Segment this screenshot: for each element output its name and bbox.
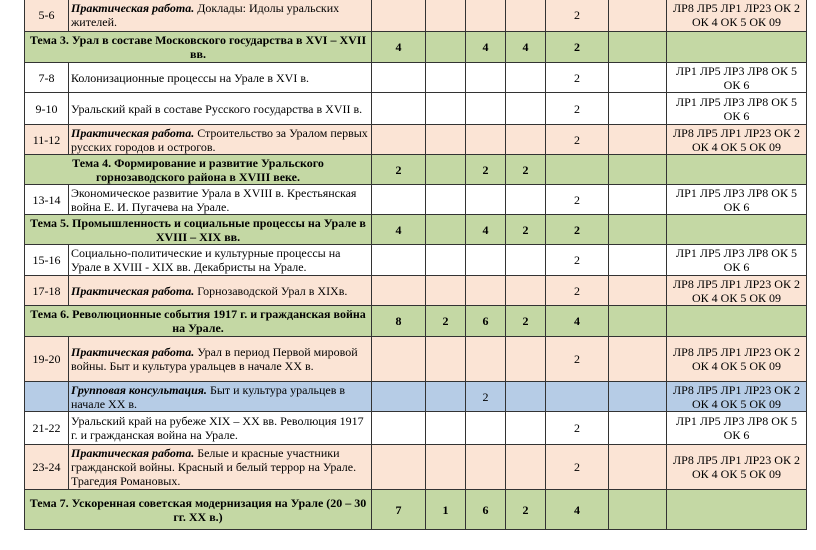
hours-lecture bbox=[466, 0, 506, 32]
lesson-topic bbox=[69, 245, 372, 276]
hours-self: 2 bbox=[546, 185, 609, 215]
competencies: ЛР1 ЛР5 ЛР3 ЛР8 ОК 5 ОК 6 bbox=[667, 245, 807, 276]
empty-cell bbox=[426, 337, 466, 382]
topic-text: Уральский край в составе Русского государства в XVII в. bbox=[71, 101, 363, 116]
topic-text: Уральский край на рубеже XIX – XX вв. Революция 1917 г. и гражданская война на Урале. bbox=[71, 414, 364, 442]
topic-text: Доклады: Идолы уральских жителей. bbox=[71, 1, 340, 29]
empty-cell bbox=[609, 185, 667, 215]
competencies: ЛР8 ЛР5 ЛР1 ЛР23 ОК 2 ОК 4 ОК 5 ОК 09 bbox=[667, 382, 807, 412]
competencies: ЛР8 ЛР5 ЛР1 ЛР23 ОК 2 ОК 4 ОК 5 ОК 09 bbox=[667, 0, 807, 32]
lesson-topic bbox=[69, 337, 372, 382]
hours-lecture bbox=[466, 125, 506, 155]
hours-total bbox=[372, 337, 426, 382]
hours-self: 2 bbox=[546, 63, 609, 93]
competencies: ЛР8 ЛР5 ЛР1 ЛР23 ОК 2 ОК 4 ОК 5 ОК 09 bbox=[667, 337, 807, 382]
lesson-number: 11-12 bbox=[25, 125, 69, 155]
competencies: ЛР8 ЛР5 ЛР1 ЛР23 ОК 2 ОК 4 ОК 5 ОК 09 bbox=[667, 276, 807, 306]
empty-cell bbox=[609, 276, 667, 306]
table-row bbox=[25, 0, 807, 32]
table-body bbox=[25, 0, 807, 530]
topic-text: Горнозаводской Урал в XIXв. bbox=[194, 283, 348, 298]
theme-row bbox=[25, 490, 807, 530]
theme-title: Тема 5. Промышленность и социальные процессы на Урале в XVIII – XIX вв. bbox=[25, 215, 372, 245]
hours-total bbox=[372, 185, 426, 215]
empty-cell bbox=[609, 125, 667, 155]
work-type-label: Практическая работа. bbox=[71, 125, 195, 140]
hours-self: 2 bbox=[546, 125, 609, 155]
hours-total bbox=[372, 382, 426, 412]
hours-self: 2 bbox=[546, 276, 609, 306]
hours-extra bbox=[546, 155, 609, 185]
hours-extra: 4 bbox=[546, 306, 609, 337]
topic-text: Урал в период Первой мировой войны. Быт и культура уральцев в начале XX в. bbox=[71, 345, 358, 373]
hours-practice: 2 bbox=[466, 155, 506, 185]
empty-cell bbox=[609, 245, 667, 276]
work-type-label: Практическая работа. bbox=[71, 446, 195, 460]
competencies: ЛР8 ЛР5 ЛР1 ЛР23 ОК 2 ОК 4 ОК 5 ОК 09 bbox=[667, 445, 807, 490]
table-row bbox=[25, 445, 807, 490]
table-row bbox=[25, 382, 807, 412]
hours-self: 2 bbox=[506, 155, 546, 185]
lesson-topic bbox=[69, 63, 372, 93]
hours-self: 2 bbox=[546, 0, 609, 32]
hours-total: 2 bbox=[372, 155, 426, 185]
empty-cell bbox=[426, 125, 466, 155]
lesson-number: 23-24 bbox=[25, 445, 69, 490]
competencies bbox=[667, 490, 807, 530]
table-row bbox=[25, 337, 807, 382]
empty-cell bbox=[426, 445, 466, 490]
hours-practice bbox=[506, 63, 546, 93]
lesson-topic bbox=[69, 445, 372, 490]
lesson-number bbox=[25, 382, 69, 412]
table-row bbox=[25, 276, 807, 306]
competencies bbox=[667, 306, 807, 337]
hours-extra: 4 bbox=[546, 490, 609, 530]
theme-row bbox=[25, 215, 807, 245]
empty-cell bbox=[609, 32, 667, 63]
hours-practice: 4 bbox=[466, 32, 506, 63]
hours-lecture bbox=[466, 245, 506, 276]
hours-self: 4 bbox=[506, 32, 546, 63]
hours-total bbox=[372, 63, 426, 93]
hours-practice bbox=[506, 382, 546, 412]
hours-total bbox=[372, 276, 426, 306]
hours-lecture bbox=[466, 276, 506, 306]
hours-self bbox=[546, 382, 609, 412]
lesson-number: 9-10 bbox=[25, 93, 69, 125]
work-type-label: Практическая работа. bbox=[71, 283, 195, 298]
empty-cell bbox=[609, 215, 667, 245]
work-type-label: Практическая работа. bbox=[71, 345, 195, 359]
hours-total bbox=[372, 412, 426, 445]
empty-cell bbox=[426, 0, 466, 32]
hours-lecture bbox=[466, 445, 506, 490]
hours-total: 4 bbox=[372, 215, 426, 245]
empty-cell bbox=[609, 0, 667, 32]
empty-cell bbox=[426, 185, 466, 215]
table-row bbox=[25, 63, 807, 93]
table-row bbox=[25, 185, 807, 215]
hours-lecture bbox=[426, 32, 466, 63]
lesson-topic bbox=[69, 382, 372, 412]
lesson-topic bbox=[69, 276, 372, 306]
lesson-topic bbox=[69, 125, 372, 155]
competencies bbox=[667, 215, 807, 245]
table-row bbox=[25, 412, 807, 445]
hours-self: 2 bbox=[546, 445, 609, 490]
hours-lecture: 2 bbox=[466, 382, 506, 412]
lesson-number: 17-18 bbox=[25, 276, 69, 306]
hours-total bbox=[372, 93, 426, 125]
hours-self: 2 bbox=[506, 490, 546, 530]
hours-self: 2 bbox=[546, 412, 609, 445]
hours-practice bbox=[506, 337, 546, 382]
empty-cell bbox=[426, 93, 466, 125]
empty-cell bbox=[426, 245, 466, 276]
topic-text: Колонизационные процессы на Урале в XVI в. bbox=[71, 70, 310, 85]
competencies: ЛР8 ЛР5 ЛР1 ЛР23 ОК 2 ОК 4 ОК 5 ОК 09 bbox=[667, 125, 807, 155]
theme-row bbox=[25, 306, 807, 337]
empty-cell bbox=[426, 412, 466, 445]
lesson-topic bbox=[69, 93, 372, 125]
hours-total bbox=[372, 245, 426, 276]
topic-text: Быт и культура уральцев в начале XX в. bbox=[71, 382, 346, 411]
lesson-number: 21-22 bbox=[25, 412, 69, 445]
hours-total bbox=[372, 445, 426, 490]
hours-total bbox=[372, 0, 426, 32]
empty-cell bbox=[609, 306, 667, 337]
lesson-number: 7-8 bbox=[25, 63, 69, 93]
empty-cell bbox=[426, 63, 466, 93]
hours-practice bbox=[506, 185, 546, 215]
theme-row bbox=[25, 32, 807, 63]
hours-lecture bbox=[466, 63, 506, 93]
lesson-number: 19-20 bbox=[25, 337, 69, 382]
hours-self: 2 bbox=[546, 245, 609, 276]
hours-practice bbox=[506, 412, 546, 445]
hours-practice bbox=[506, 125, 546, 155]
topic-text: Социально-политические и культурные процессы на Урале в XVIII - XIX вв. Декабристы на Урале. bbox=[71, 246, 341, 274]
competencies: ЛР1 ЛР5 ЛР3 ЛР8 ОК 5 ОК 6 bbox=[667, 185, 807, 215]
table-row bbox=[25, 93, 807, 125]
hours-lecture: 2 bbox=[426, 306, 466, 337]
hours-extra: 2 bbox=[546, 215, 609, 245]
theme-row bbox=[25, 155, 807, 185]
hours-extra: 2 bbox=[546, 32, 609, 63]
hours-self: 2 bbox=[546, 337, 609, 382]
empty-cell bbox=[609, 412, 667, 445]
hours-lecture bbox=[426, 155, 466, 185]
empty-cell bbox=[609, 63, 667, 93]
work-type-label: Практическая работа. bbox=[71, 1, 195, 15]
hours-practice: 6 bbox=[466, 490, 506, 530]
hours-practice bbox=[506, 276, 546, 306]
competencies bbox=[667, 32, 807, 63]
lesson-number: 13-14 bbox=[25, 185, 69, 215]
hours-practice bbox=[506, 93, 546, 125]
empty-cell bbox=[609, 155, 667, 185]
empty-cell bbox=[609, 490, 667, 530]
work-type-label: Групповая консультация. bbox=[71, 382, 207, 397]
table-row bbox=[25, 245, 807, 276]
theme-title: Тема 3. Урал в составе Московского государства в XVI – XVII вв. bbox=[25, 32, 372, 63]
hours-practice: 6 bbox=[466, 306, 506, 337]
hours-total: 8 bbox=[372, 306, 426, 337]
empty-cell bbox=[609, 382, 667, 412]
hours-lecture: 1 bbox=[426, 490, 466, 530]
hours-practice bbox=[506, 445, 546, 490]
hours-practice: 4 bbox=[466, 215, 506, 245]
hours-practice bbox=[506, 0, 546, 32]
topic-text: Экономическое развитие Урала в XVIII в. Крестьянская война Е. И. Пугачева на Урале. bbox=[71, 185, 357, 214]
hours-lecture bbox=[466, 412, 506, 445]
topic-text: Белые и красные участники гражданской войны. Красный и белый террор на Урале. Трагедия Романовых. bbox=[71, 446, 357, 488]
hours-total bbox=[372, 125, 426, 155]
hours-self: 2 bbox=[546, 93, 609, 125]
competencies: ЛР1 ЛР5 ЛР3 ЛР8 ОК 5 ОК 6 bbox=[667, 412, 807, 445]
empty-cell bbox=[426, 276, 466, 306]
theme-title: Тема 4. Формирование и развитие Уральского горнозаводского района в XVIII веке. bbox=[25, 155, 372, 185]
empty-cell bbox=[426, 382, 466, 412]
table-row bbox=[25, 125, 807, 155]
hours-total: 7 bbox=[372, 490, 426, 530]
lesson-topic bbox=[69, 0, 372, 32]
curriculum-table bbox=[24, 0, 807, 530]
theme-title: Тема 7. Ускоренная советская модернизация на Урале (20 – 30 гг. XX в.) bbox=[25, 490, 372, 530]
hours-lecture bbox=[426, 215, 466, 245]
hours-practice bbox=[506, 245, 546, 276]
theme-title: Тема 6. Революционные события 1917 г. и гражданская война на Урале. bbox=[25, 306, 372, 337]
hours-lecture bbox=[466, 337, 506, 382]
lesson-topic bbox=[69, 412, 372, 445]
hours-lecture bbox=[466, 185, 506, 215]
empty-cell bbox=[609, 445, 667, 490]
lesson-topic bbox=[69, 185, 372, 215]
competencies: ЛР1 ЛР5 ЛР3 ЛР8 ОК 5 ОК 6 bbox=[667, 63, 807, 93]
hours-self: 2 bbox=[506, 306, 546, 337]
empty-cell bbox=[609, 337, 667, 382]
lesson-number: 15-16 bbox=[25, 245, 69, 276]
hours-lecture bbox=[466, 93, 506, 125]
hours-total: 4 bbox=[372, 32, 426, 63]
topic-text: Строительство за Уралом первых русских городов и острогов. bbox=[71, 125, 368, 154]
hours-self: 2 bbox=[506, 215, 546, 245]
competencies: ЛР1 ЛР5 ЛР3 ЛР8 ОК 5 ОК 6 bbox=[667, 93, 807, 125]
empty-cell bbox=[609, 93, 667, 125]
competencies bbox=[667, 155, 807, 185]
lesson-number: 5-6 bbox=[25, 0, 69, 32]
